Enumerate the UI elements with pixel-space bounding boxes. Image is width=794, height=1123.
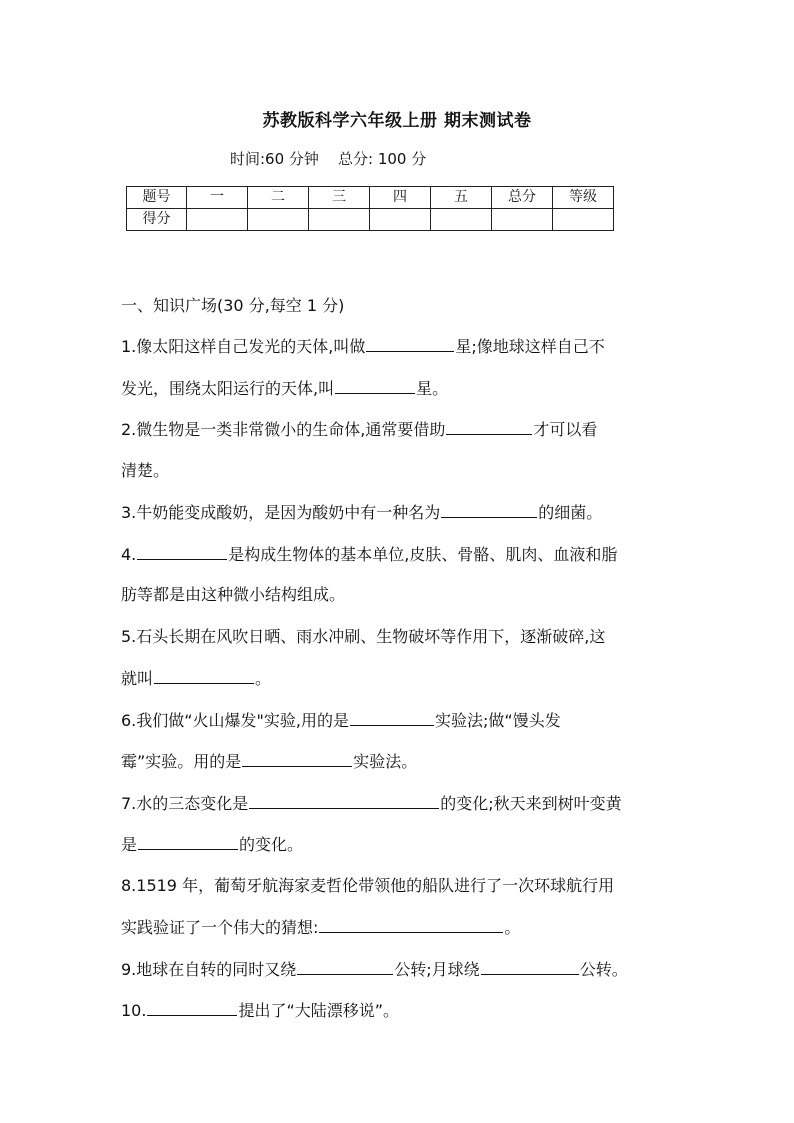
answer-blank[interactable] xyxy=(441,497,537,518)
answer-blank[interactable] xyxy=(147,995,237,1016)
question-line: 实践验证了一个伟大的猜想: 。 xyxy=(121,912,673,954)
answer-blank[interactable] xyxy=(297,954,393,975)
question-line: 7.水的三态变化是 的变化;秋天来到树叶变黄 xyxy=(121,788,673,830)
header-cell: 二 xyxy=(248,187,309,209)
answer-blank[interactable] xyxy=(446,414,532,435)
score-table-header-row xyxy=(127,187,614,209)
question-line: 就叫 。 xyxy=(121,663,673,705)
question-line: 6.我们做“火山爆发"实验,用的是 实验法;做“馒头发 xyxy=(121,705,673,747)
score-cell[interactable] xyxy=(187,209,248,231)
question-line: 是 的变化。 xyxy=(121,829,673,871)
answer-blank[interactable] xyxy=(154,663,254,684)
header-cell: 题号 xyxy=(127,187,187,209)
exam-meta xyxy=(230,148,426,169)
header-cell: 三 xyxy=(309,187,370,209)
score-cell[interactable] xyxy=(431,209,492,231)
question-line: 8.1519 年，葡萄牙航海家麦哲伦带领他的船队进行了一次环球航行用 xyxy=(121,875,615,895)
score-cell[interactable] xyxy=(248,209,309,231)
question-line: 3.牛奶能变成酸奶，是因为酸奶中有一种名为 的细菌。 xyxy=(121,497,673,539)
question-line: 肪等都是由这种微小结构组成。 xyxy=(121,585,346,604)
score-table xyxy=(126,186,614,231)
answer-blank[interactable] xyxy=(249,788,439,809)
header-cell: 总分 xyxy=(492,187,553,209)
score-cell[interactable] xyxy=(309,209,370,231)
answer-blank[interactable] xyxy=(138,829,238,850)
answer-blank[interactable] xyxy=(481,954,579,975)
question-line: 4. 是构成生物体的基本单位,皮肤、骨骼、肌肉、血液和脂 xyxy=(121,539,673,581)
score-cell[interactable] xyxy=(553,209,614,231)
question-line: 1.像太阳这样自己发光的天体,叫做 星;像地球这样自己不 xyxy=(121,331,673,373)
answer-blank[interactable] xyxy=(366,331,454,352)
question-line: 发光，围绕太阳运行的天体,叫 星。 xyxy=(121,373,673,415)
answer-blank[interactable] xyxy=(137,539,227,560)
answer-blank[interactable] xyxy=(350,705,434,726)
question-line: 10. 提出了“大陆漂移说”。 xyxy=(121,995,673,1037)
score-table-score-row xyxy=(127,209,614,231)
header-cell: 等级 xyxy=(553,187,614,209)
question-line: 清楚。 xyxy=(121,460,170,480)
score-cell[interactable] xyxy=(370,209,431,231)
score-cell[interactable] xyxy=(492,209,553,231)
header-cell: 四 xyxy=(370,187,431,209)
answer-blank[interactable] xyxy=(335,373,415,394)
exam-title: 苏教版科学六年级上册 期末测试卷 xyxy=(262,111,532,131)
answer-blank[interactable] xyxy=(319,912,503,933)
header-cell: 一 xyxy=(187,187,248,209)
question-list xyxy=(121,331,673,1037)
question-line: 霉”实验。用的是 实验法。 xyxy=(121,746,673,788)
header-cell: 五 xyxy=(431,187,492,209)
question-line: 5.石头长期在风吹日晒、雨水冲刷、生物破坏等作用下，逐渐破碎,这 xyxy=(121,626,606,646)
question-line: 9.地球在自转的同时又绕 公转;月球绕 公转。 xyxy=(121,954,673,996)
question-line: 2.微生物是一类非常微小的生命体,通常要借助 才可以看 xyxy=(121,414,673,456)
section-heading: 一、知识广场(30 分,每空 1 分) xyxy=(121,296,345,315)
total-score: 总分: 100 分 xyxy=(338,150,427,168)
time-limit: 时间:60 分钟 xyxy=(230,150,319,168)
score-row-label: 得分 xyxy=(127,209,187,231)
answer-blank[interactable] xyxy=(242,746,352,767)
